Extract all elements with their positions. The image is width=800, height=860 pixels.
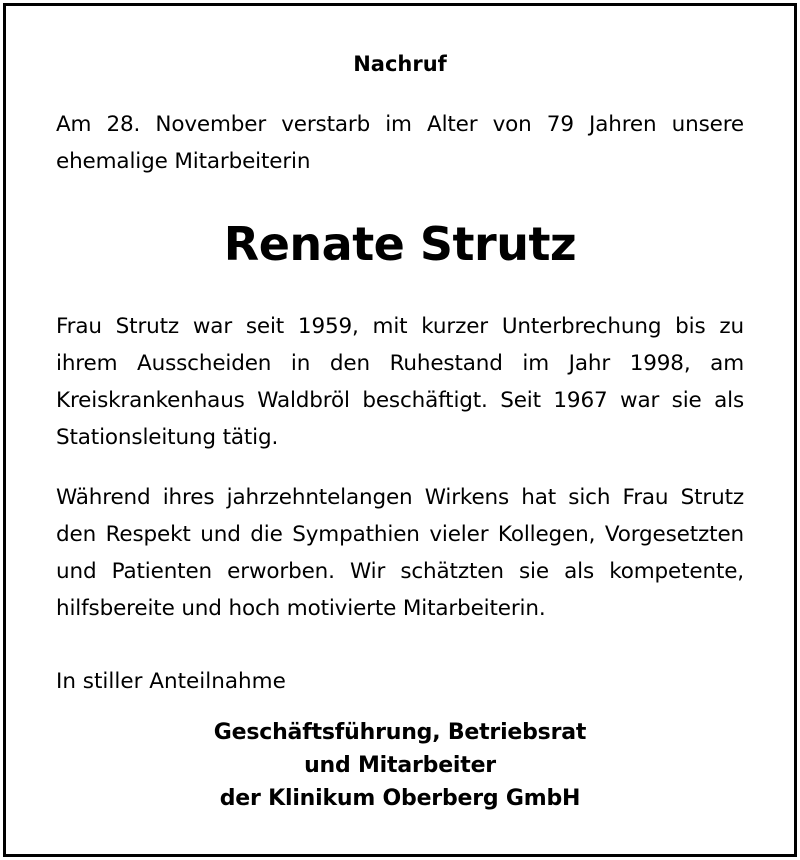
signature-line-1: Geschäftsführung, Betriebsrat (213, 720, 587, 745)
signature-line-2: und Mitarbeiter (304, 753, 496, 778)
intro-text: Am 28. November verstarb im Alter von 79 Jahren unsere ehemalige Mitarbeiterin (56, 112, 744, 174)
closing-phrase: In stiller Anteilnahme (56, 669, 286, 694)
notice-heading: Nachruf (353, 52, 447, 76)
signature-line-3: der Klinikum Oberberg GmbH (219, 786, 581, 811)
tribute-paragraph: Während ihres jahrzehntelangen Wirkens hat sich Frau Strutz den Respekt und die Sympathien vieler Kollegen, Vorgesetzten und Patienten erworben. Wir schätzten sie als kompetente, hilfsbereite und hoch motivierte Mitarbeiterin. (56, 485, 744, 621)
signature-block (56, 716, 744, 815)
deceased-name: Renate Strutz (223, 217, 577, 271)
career-paragraph: Frau Strutz war seit 1959, mit kurzer Unterbrechung bis zu ihrem Ausscheiden in den Ruhestand im Jahr 1998, am Kreiskrankenhaus Waldbröl beschäftigt. Seit 1967 war sie als Stationsleitung tätig. (56, 314, 744, 450)
